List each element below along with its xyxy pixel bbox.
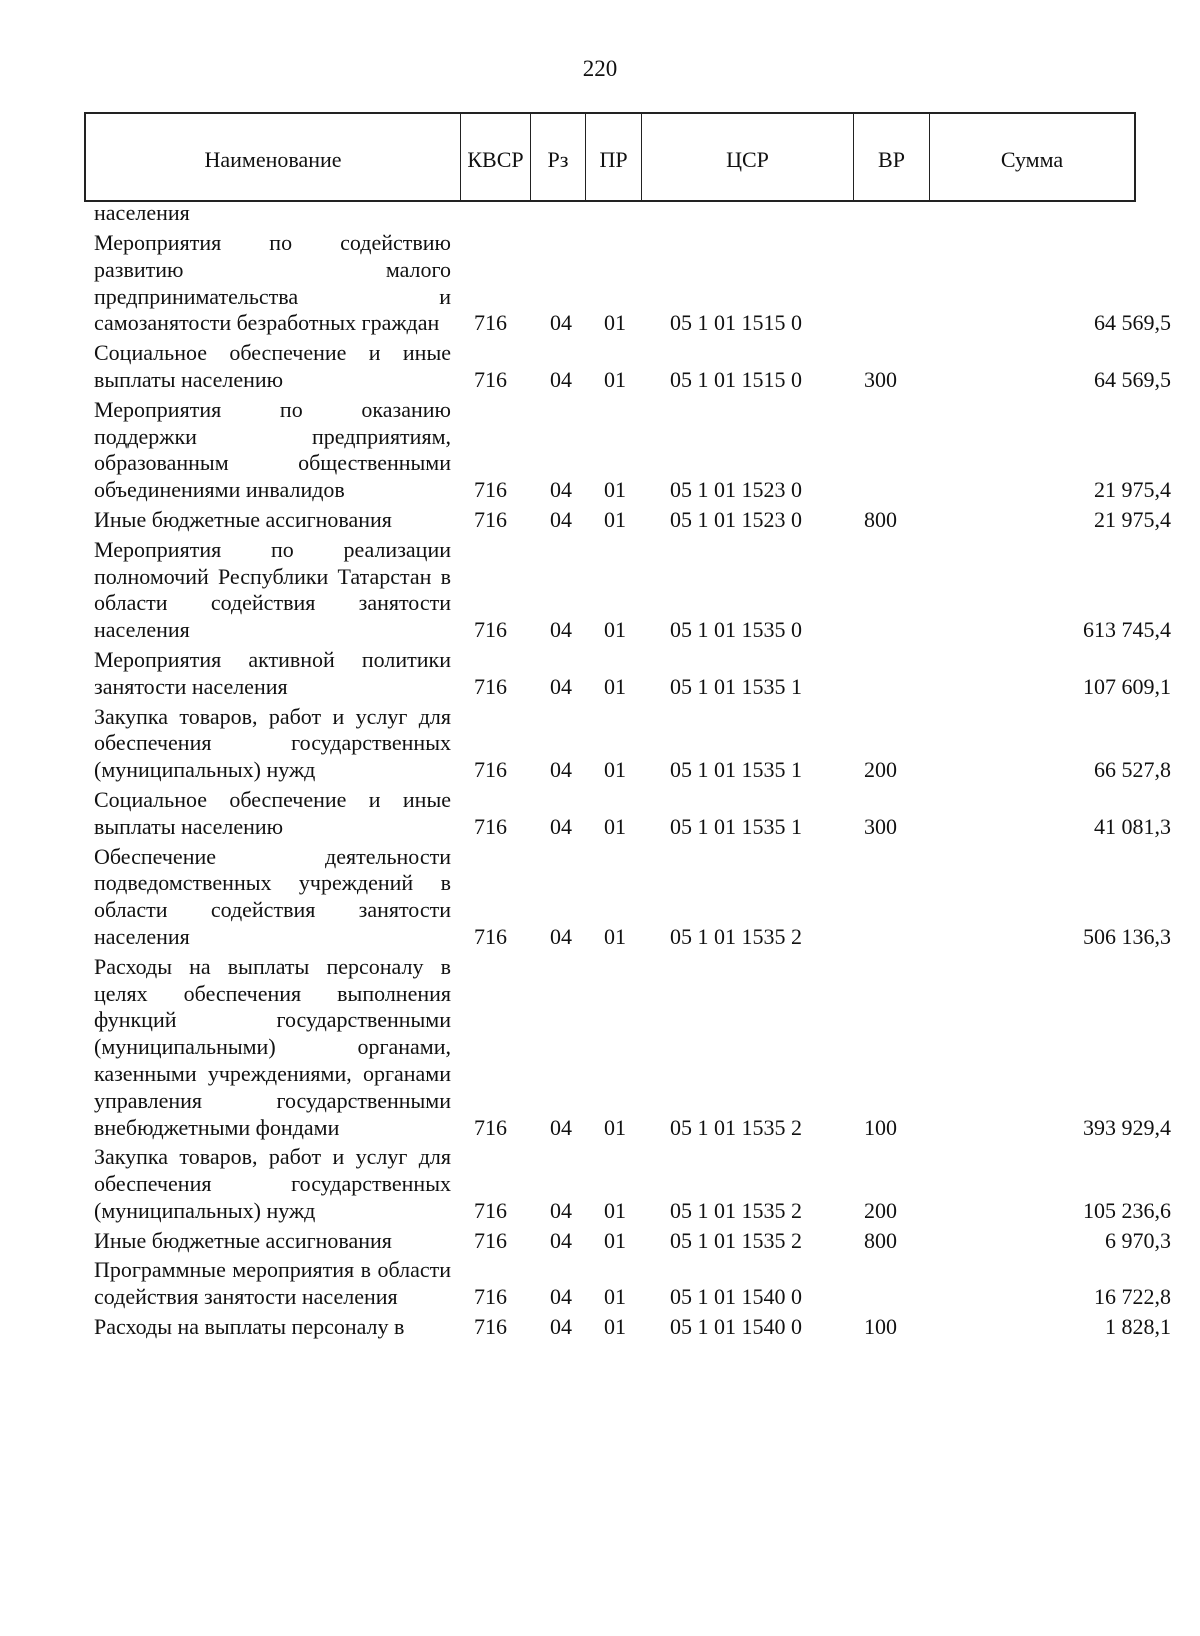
- table-row: [0, 1257, 1200, 1311]
- row-kvsr: 716: [474, 506, 507, 532]
- row-sum: 64 569,5: [1094, 310, 1171, 336]
- row-kvsr: 716: [474, 813, 507, 839]
- row-csr: 05 1 01 1535 2: [670, 1227, 802, 1253]
- row-rz: 04: [550, 1114, 572, 1140]
- header-vr: ВР: [854, 114, 930, 200]
- row-sum: 41 081,3: [1094, 813, 1171, 839]
- row-rz: 04: [550, 923, 572, 949]
- row-sum: 16 722,8: [1094, 1284, 1171, 1310]
- row-rz: 04: [550, 1227, 572, 1253]
- header-kvsr: КВСР: [461, 114, 531, 200]
- row-csr: 05 1 01 1535 2: [670, 1197, 802, 1223]
- row-kvsr: 716: [474, 477, 507, 503]
- row-name: Расходы на выплаты персоналу в целях обеспечения выполнения функций государственными (муниципальными) органами, казенными учреждениями, органами управления государственными внебюджетными фондами: [94, 953, 451, 1140]
- table-row: [0, 954, 1200, 1142]
- row-rz: 04: [550, 813, 572, 839]
- row-csr: 05 1 01 1535 1: [670, 673, 802, 699]
- row-rz: 04: [550, 477, 572, 503]
- table-row: [0, 704, 1200, 784]
- header-sum: Сумма: [1000, 147, 1064, 172]
- row-csr: 05 1 01 1535 1: [670, 757, 802, 783]
- row-pr: 01: [604, 1227, 626, 1253]
- row-name: Иные бюджетные ассигнования: [94, 1227, 392, 1253]
- row-rz: 04: [550, 1284, 572, 1310]
- row-sum: 506 136,3: [1083, 923, 1171, 949]
- row-sum: 21 975,4: [1094, 506, 1171, 532]
- row-rz: 04: [550, 366, 572, 392]
- header-name: Наименование: [86, 114, 461, 200]
- row-vr: 100: [864, 1314, 897, 1340]
- row-sum: 613 745,4: [1083, 617, 1171, 643]
- row-csr: 05 1 01 1523 0: [670, 506, 802, 532]
- row-sum: 1 828,1: [1105, 1314, 1171, 1340]
- row-pr: 01: [604, 1284, 626, 1310]
- row-rz: 04: [550, 310, 572, 336]
- table-row: [0, 507, 1200, 534]
- row-name: Мероприятия по реализации полномочий Республики Татарстан в области содействия занятости населения: [94, 536, 451, 643]
- row-kvsr: 716: [474, 1227, 507, 1253]
- row-csr: 05 1 01 1540 0: [670, 1314, 802, 1340]
- row-pr: 01: [604, 366, 626, 392]
- row-pr: 01: [604, 1114, 626, 1140]
- row-csr: 05 1 01 1535 2: [670, 1114, 802, 1140]
- row-sum: 107 609,1: [1083, 673, 1171, 699]
- table-row: [0, 1144, 1200, 1224]
- row-vr: 300: [864, 813, 897, 839]
- row-rz: 04: [550, 1197, 572, 1223]
- header-pr: ПР: [586, 114, 642, 200]
- row-csr: 05 1 01 1535 0: [670, 617, 802, 643]
- row-pr: 01: [604, 477, 626, 503]
- row-pr: 01: [604, 1314, 626, 1340]
- row-sum: 66 527,8: [1094, 757, 1171, 783]
- row-vr: 100: [864, 1114, 897, 1140]
- table-row: [0, 844, 1200, 951]
- row-pr: 01: [604, 813, 626, 839]
- table-row: [0, 1314, 1200, 1341]
- row-vr: 800: [864, 1227, 897, 1253]
- row-name: Иные бюджетные ассигнования: [94, 506, 392, 532]
- row-kvsr: 716: [474, 757, 507, 783]
- row-vr: 200: [864, 757, 897, 783]
- row-name: Обеспечение деятельности подведомственных учреждений в области содействия занятости населения: [94, 843, 451, 949]
- row-kvsr: 716: [474, 1284, 507, 1310]
- row-sum: 105 236,6: [1083, 1197, 1171, 1223]
- row-rz: 04: [550, 617, 572, 643]
- row-sum: 393 929,4: [1083, 1114, 1171, 1140]
- row-pr: 01: [604, 673, 626, 699]
- row-kvsr: 716: [474, 310, 507, 336]
- row-name: Социальное обеспечение и иные выплаты населению: [94, 340, 451, 392]
- row-name: Закупка товаров, работ и услуг для обеспечения государственных (муниципальных) нужд: [94, 703, 451, 783]
- row-sum: 64 569,5: [1094, 366, 1171, 392]
- row-csr: 05 1 01 1535 2: [670, 923, 802, 949]
- header-csr: ЦСР: [642, 114, 854, 200]
- row-kvsr: 716: [474, 673, 507, 699]
- row-pr: 01: [604, 1197, 626, 1223]
- row-csr: 05 1 01 1515 0: [670, 310, 802, 336]
- page-number: 220: [582, 56, 618, 81]
- table-row: [0, 537, 1200, 644]
- row-kvsr: 716: [474, 1314, 507, 1340]
- row-name: Мероприятия по содействию развитию малого предпринимательства и самозанятости безработных граждан: [94, 230, 451, 336]
- table-body: [0, 200, 1200, 1341]
- table-row: [0, 647, 1200, 701]
- table-row: [0, 787, 1200, 841]
- row-csr: 05 1 01 1523 0: [670, 477, 802, 503]
- row-name: Программные мероприятия в области содействия занятости населения: [94, 1257, 451, 1310]
- row-kvsr: 716: [474, 1114, 507, 1140]
- row-name: Мероприятия по оказанию поддержки предприятиям, образованным общественными объединениями инвалидов: [94, 396, 451, 503]
- table-row: [0, 230, 1200, 337]
- row-rz: 04: [550, 673, 572, 699]
- row-name: Закупка товаров, работ и услуг для обеспечения государственных (муниципальных) нужд: [94, 1144, 451, 1223]
- row-pr: 01: [604, 506, 626, 532]
- row-pr: 01: [604, 617, 626, 643]
- row-kvsr: 716: [474, 1197, 507, 1223]
- row-rz: 04: [550, 1314, 572, 1340]
- row-rz: 04: [550, 506, 572, 532]
- row-sum: 6 970,3: [1105, 1227, 1171, 1253]
- row-name: Мероприятия активной политики занятости населения: [94, 646, 451, 699]
- table-header: [84, 112, 1136, 202]
- row-vr: 800: [864, 506, 897, 532]
- row-kvsr: 716: [474, 617, 507, 643]
- table-row: [0, 200, 1200, 227]
- row-rz: 04: [550, 757, 572, 783]
- row-csr: 05 1 01 1515 0: [670, 366, 802, 392]
- table-row: [0, 340, 1200, 394]
- row-csr: 05 1 01 1535 1: [670, 813, 802, 839]
- row-kvsr: 716: [474, 366, 507, 392]
- row-name: Расходы на выплаты персоналу в: [94, 1314, 405, 1340]
- row-sum: 21 975,4: [1094, 477, 1171, 503]
- row-kvsr: 716: [474, 923, 507, 949]
- table-row: [0, 397, 1200, 504]
- row-pr: 01: [604, 923, 626, 949]
- row-name: населения: [94, 200, 190, 226]
- row-csr: 05 1 01 1540 0: [670, 1284, 802, 1310]
- row-name: Социальное обеспечение и иные выплаты населению: [94, 786, 451, 839]
- row-vr: 300: [864, 366, 897, 392]
- row-vr: 200: [864, 1197, 897, 1223]
- table-row: [0, 1228, 1200, 1255]
- row-pr: 01: [604, 757, 626, 783]
- row-pr: 01: [604, 310, 626, 336]
- header-rz: Рз: [531, 114, 586, 200]
